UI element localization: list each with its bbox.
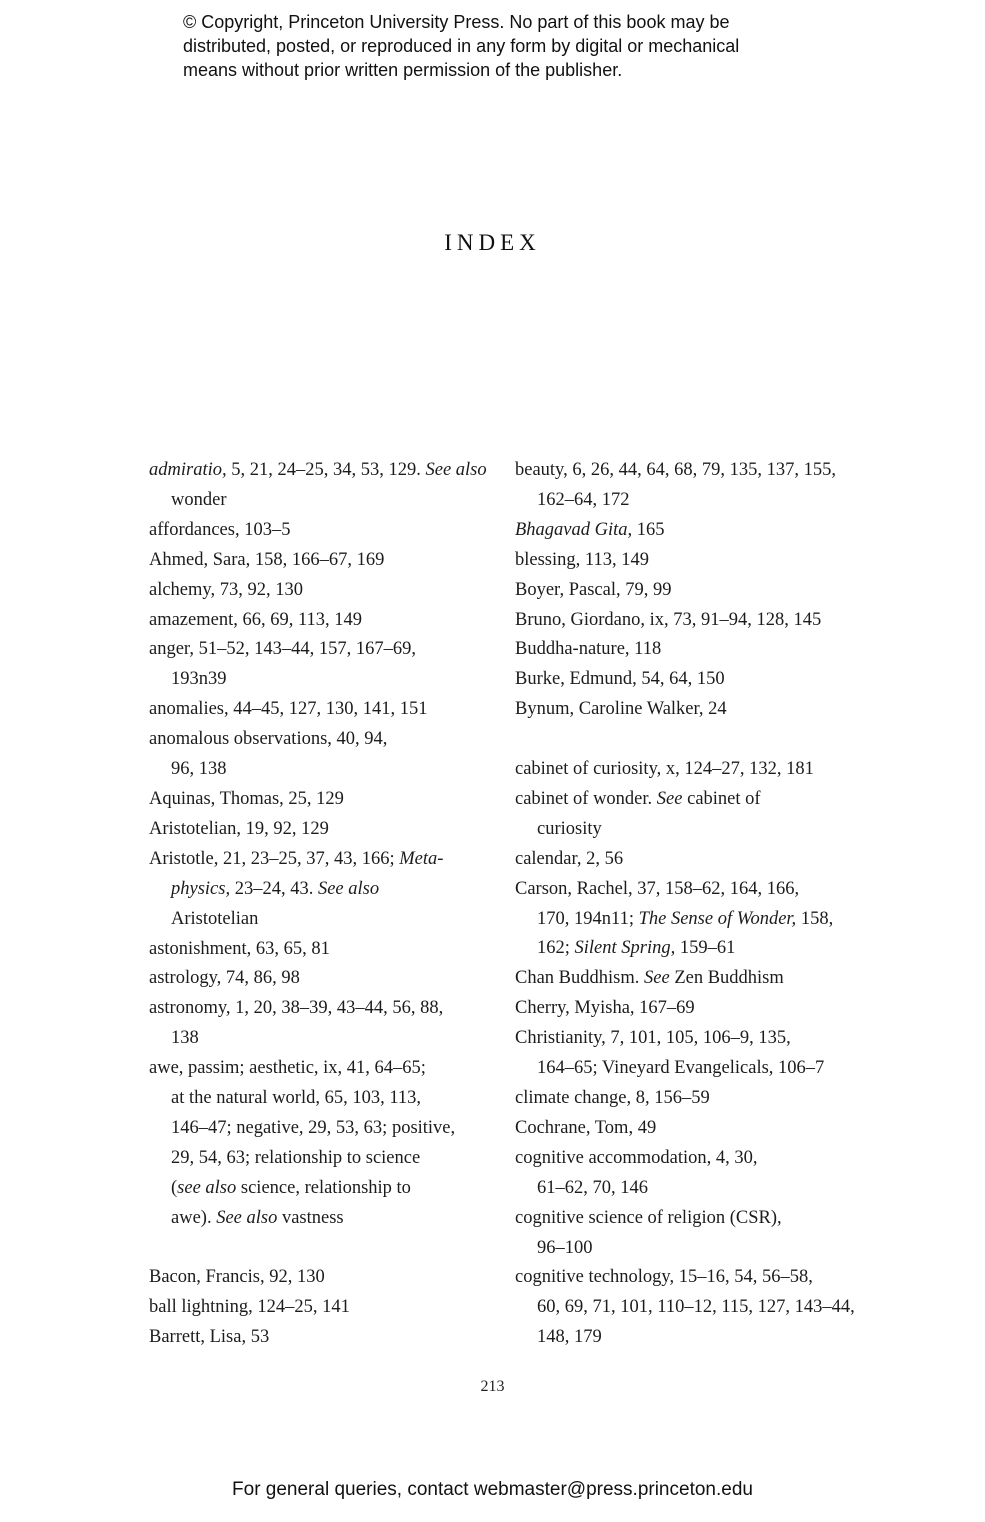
entry-text: Bruno, Giordano, ix, 73, 91–94, 128, 145 [515,609,822,630]
index-entry [149,815,529,845]
index-entry-line [515,606,860,636]
footer-contact: For general queries, contact webmaster@press.princeton.edu [232,1479,753,1500]
entry-text: Chan Buddhism. [515,968,644,989]
index-entry [149,1263,529,1293]
index-entry-line [149,815,529,845]
index-entry [515,576,860,606]
index-entry-continuation [149,905,529,935]
index-entry [149,1293,529,1323]
index-entry-line [149,635,529,665]
index-entry-line [149,964,529,994]
index-entry-line [515,875,860,905]
entry-text: 162–64, 172 [537,489,630,510]
index-entry [149,576,529,606]
index-entry-line [515,576,860,606]
italic-text: The Sense of Wonder, [638,908,797,929]
copyright-line: means without prior written permission of the publisher. [183,60,623,80]
entry-text: Aquinas, Thomas, 25, 129 [149,788,344,809]
entry-text: awe). [171,1207,217,1228]
entry-text: 165 [632,519,665,540]
index-entry [515,964,860,994]
copyright-line: © Copyright, Princeton University Press. No part of this book may be [183,12,730,32]
index-entry-line [515,1204,860,1234]
index-entry-line [149,516,529,546]
index-entry [515,1263,860,1353]
index-entry [515,875,860,965]
italic-text: admiratio, [149,460,227,480]
index-entry-continuation [515,1174,860,1204]
entry-text: cognitive accommodation, 4, 30, [515,1147,758,1168]
entry-text: 164–65; Vineyard Evangelicals, 106–7 [537,1058,825,1079]
index-entry [515,606,860,636]
entry-text: Christianity, 7, 101, 105, 106–9, 135, [515,1028,791,1049]
entry-text: awe, passim; aesthetic, ix, 41, 64–65; [149,1058,426,1079]
entry-text: cognitive technology, 15–16, 54, 56–58, [515,1267,813,1288]
index-entry-line [515,1144,860,1174]
index-entry [149,635,529,695]
entry-text: at the natural world, 65, 103, 113, [171,1088,422,1109]
index-entry-continuation [515,1054,860,1084]
index-entry-continuation [515,905,860,935]
entry-text: anomalous observations, 40, 94, [149,729,388,750]
index-entry [515,635,860,665]
entry-text: Cochrane, Tom, 49 [515,1117,657,1138]
index-entry [149,516,529,546]
entry-text: Bacon, Francis, 92, 130 [149,1267,325,1288]
entry-text: Zen Buddhism [669,968,784,989]
entry-text: Buddha-nature, 118 [515,639,662,660]
entry-text: Aristotelian [171,908,259,929]
entry-text: cabinet of curiosity, x, 124–27, 132, 181 [515,759,814,780]
index-entry-line [515,1084,860,1114]
index-entry-line [149,606,529,636]
index-entry [149,546,529,576]
index-entry [149,994,529,1054]
index-column-left [149,456,529,1353]
entry-text: Burke, Edmund, 54, 64, 150 [515,669,725,690]
entry-text: Carson, Rachel, 37, 158–62, 164, 166, [515,878,800,899]
entry-text: vastness [277,1207,344,1228]
index-entry-continuation [149,875,529,905]
index-entry-line [515,1263,860,1293]
entry-text: affordances, 103–5 [149,519,291,540]
entry-text: Ahmed, Sara, 158, 166–67, 169 [149,549,385,570]
index-entry-line [149,994,529,1024]
index-entry [515,546,860,576]
index-entry-continuation [149,1204,529,1234]
entry-text: astronomy, 1, 20, 38–39, 43–44, 56, 88, [149,998,444,1019]
entry-text: curiosity [537,818,602,839]
index-entry [515,1204,860,1264]
page-number: 213 [480,1378,505,1395]
index-entry-line [149,1054,529,1084]
entry-text: beauty, 6, 26, 44, 64, 68, 79, 135, 137, 155, [515,460,836,480]
index-entry [515,516,860,546]
index-entry [149,606,529,636]
index-entry-line [515,1024,860,1054]
entry-text: Boyer, Pascal, 79, 99 [515,579,672,600]
entry-text: 61–62, 70, 146 [537,1177,648,1198]
index-entry [149,785,529,815]
index-entry [515,845,860,875]
entry-text: Barrett, Lisa, 53 [149,1327,270,1348]
index-column-right [515,456,860,1353]
index-entry-line [515,695,860,725]
index-entry-continuation [149,1084,529,1114]
copyright-line: distributed, posted, or reproduced in any form by digital or mechanical [183,36,740,56]
letter-group-gap [149,1234,529,1264]
index-entry [515,1114,860,1144]
index-entry-line [515,994,860,1024]
italic-text: Bhagavad Gita, [515,519,633,540]
index-entry-line [149,1293,529,1323]
entry-text: anomalies, 44–45, 127, 130, 141, 151 [149,699,428,720]
index-entry [149,695,529,725]
entry-text: 96–100 [537,1237,593,1258]
index-entry [149,1054,529,1233]
index-entry-line [149,785,529,815]
index-entry-line [515,665,860,695]
entry-text: cabinet of [682,788,761,809]
index-entry [149,935,529,965]
index-entry-continuation [149,1024,529,1054]
index-entry-continuation [149,486,529,516]
index-entry-line [149,845,529,875]
index-entry-line [149,456,529,486]
index-entry-line [515,456,860,486]
entry-text: 60, 69, 71, 101, 110–12, 115, 127, 143–44, [537,1297,855,1318]
index-entry-line [149,935,529,965]
index-entry [149,725,529,785]
entry-text: 23–24, 43. [230,878,318,899]
italic-text: See also [216,1207,278,1228]
entry-text: 162; [537,938,575,959]
index-entry-continuation [149,1174,529,1204]
entry-text: astrology, 74, 86, 98 [149,968,300,989]
italic-text: See also [317,878,380,899]
index-entry-line [149,546,529,576]
index-entry-continuation [515,815,860,845]
index-entry-line [149,725,529,755]
index-entry [149,964,529,994]
index-entry [515,456,860,516]
index-entry-continuation [515,934,860,964]
entry-text: 5, 21, 24–25, 34, 53, 129. [226,460,426,480]
index-entry-line [515,1114,860,1144]
index-entry-continuation [149,1144,529,1174]
entry-text: wonder [171,489,227,510]
entry-text: 170, 194n11; [537,908,639,929]
index-entry-line [515,546,860,576]
index-entry-line [515,516,860,546]
entry-text: 159–61 [675,938,736,959]
entry-text: alchemy, 73, 92, 130 [149,579,303,600]
index-entry-continuation [149,665,529,695]
index-entry [515,695,860,725]
italic-text: Meta- [399,848,444,869]
entry-text: ball lightning, 124–25, 141 [149,1297,350,1318]
index-entry [515,1144,860,1204]
entry-text: 146–47; negative, 29, 53, 63; positive, [171,1117,456,1138]
index-entry-continuation [149,755,529,785]
entry-text: cognitive science of religion (CSR), [515,1207,782,1228]
entry-text: 193n39 [171,669,227,690]
index-entry [515,1084,860,1114]
italic-text: See also [425,460,487,480]
index-entry-line [515,635,860,665]
index-entry-continuation [515,1234,860,1264]
entry-text: 29, 54, 63; relationship to science [171,1147,421,1168]
index-entry-line [149,1323,529,1353]
index-entry [149,456,529,516]
letter-group-gap [515,725,860,755]
index-entry-line [515,755,860,785]
entry-text: ( [171,1177,178,1198]
index-entry [515,785,860,845]
entry-text: 148, 179 [537,1327,602,1348]
index-entry-continuation [515,1323,860,1353]
index-entry [515,755,860,785]
italic-text: See [644,968,670,989]
index-entry [149,845,529,935]
entry-text: 138 [171,1028,199,1049]
entry-text: Cherry, Myisha, 167–69 [515,998,695,1019]
index-entry-line [149,695,529,725]
entry-text: science, relationship to [236,1177,411,1198]
index-entry-continuation [515,1293,860,1323]
index-entry-continuation [149,1114,529,1144]
index-entry-line [515,845,860,875]
entry-text: calendar, 2, 56 [515,848,624,869]
page-title: INDEX [444,230,541,255]
index-entry-line [515,785,860,815]
entry-text: amazement, 66, 69, 113, 149 [149,609,363,630]
index-entry-line [149,1263,529,1293]
italic-text: Silent Spring, [574,938,676,959]
index-entry-line [515,964,860,994]
entry-text: astonishment, 63, 65, 81 [149,938,330,959]
entry-text: blessing, 113, 149 [515,549,649,570]
italic-text: See [656,788,683,809]
index-entry-line [149,576,529,606]
entry-text: 158, [796,908,834,929]
entry-text: climate change, 8, 156–59 [515,1088,710,1109]
entry-text: 96, 138 [171,759,227,780]
italic-text: physics, [171,878,231,899]
index-entry [149,1323,529,1353]
copyright-notice [183,10,883,82]
entry-text: Bynum, Caroline Walker, 24 [515,699,727,720]
index-entry-continuation [515,486,860,516]
index-entry [515,994,860,1024]
entry-text: anger, 51–52, 143–44, 157, 167–69, [149,639,416,660]
entry-text: Aristotelian, 19, 92, 129 [149,818,329,839]
entry-text: Aristotle, 21, 23–25, 37, 43, 166; [149,848,400,869]
entry-text: cabinet of wonder. [515,788,657,809]
index-entry [515,1024,860,1084]
italic-text: see also [177,1177,237,1198]
index-entry [515,665,860,695]
